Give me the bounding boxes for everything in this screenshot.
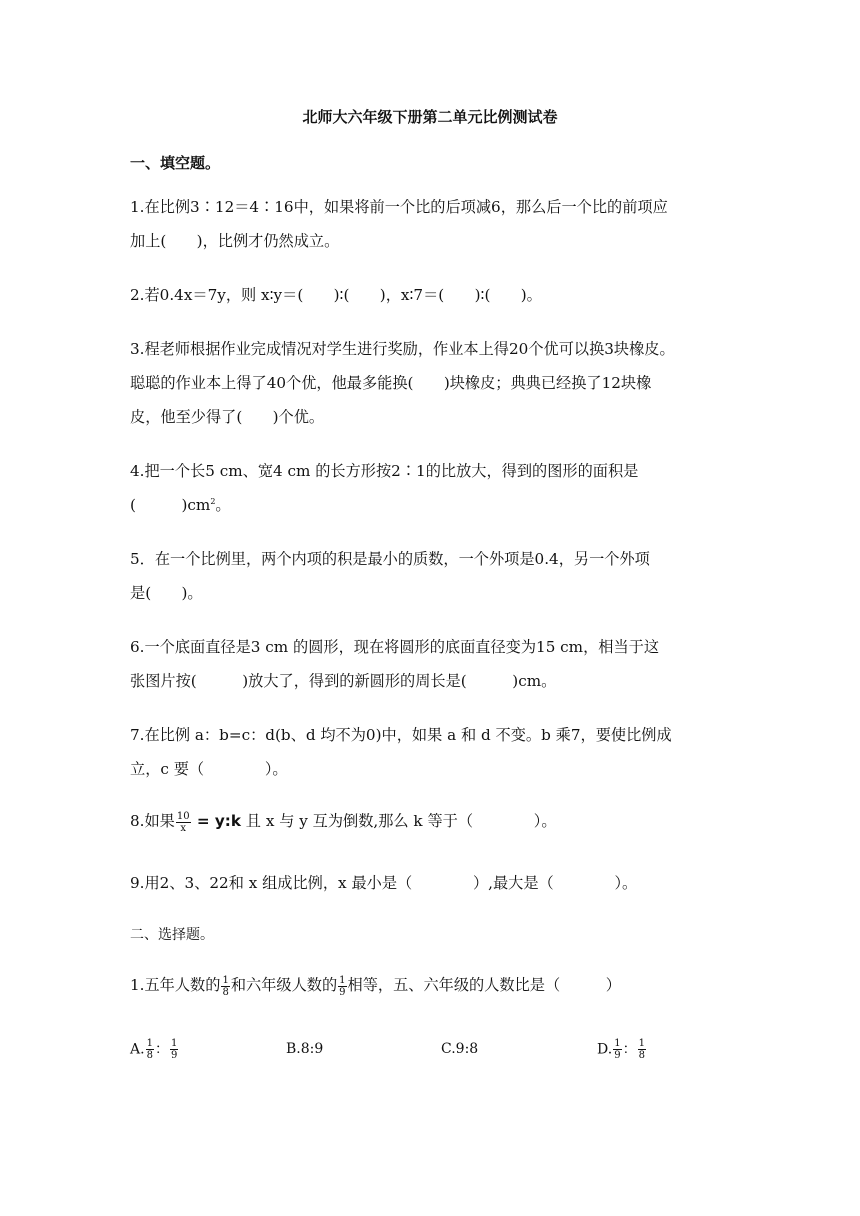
q1-line2: 加上( )，比例才仍然成立。 xyxy=(130,232,340,250)
option-a-frac1-den: 8 xyxy=(146,1050,153,1061)
q4-line1: 4.把一个长5 cm、宽4 cm 的长方形按2∶1的比放大，得到的图形的面积是 xyxy=(130,462,639,480)
q7-line2: 立，c 要（ ）。 xyxy=(130,760,288,778)
q8-suffix: 且 x 与 y 互为倒数,那么 k 等于（ ）。 xyxy=(240,812,557,830)
option-a-frac2-den: 9 xyxy=(170,1050,178,1061)
option-a xyxy=(130,1038,179,1061)
q4-line2-text: ( )cm xyxy=(130,496,211,514)
option-a-frac2 xyxy=(170,1038,178,1061)
q6-line2: 张图片按( )放大了，得到的新圆形的周长是( )cm。 xyxy=(130,672,557,690)
option-d-frac2-den: 8 xyxy=(638,1050,645,1061)
s2-q1-p2: 和六年级人数的 xyxy=(230,976,338,994)
q2-line1: 2.若0.4x＝7y，则 x∶y＝( )∶( )，x∶7＝( )∶( )。 xyxy=(130,286,542,304)
q3-line1: 3.程老师根据作业完成情况对学生进行奖励，作业本上得20个优可以换3块橡皮。 xyxy=(130,340,675,358)
q3-line2: 聪聪的作业本上得了40个优，他最多能换( )块橡皮；典典已经换了12块橡 xyxy=(130,374,652,392)
s2-q1-frac1 xyxy=(221,975,229,998)
option-d xyxy=(597,1038,647,1061)
q3-line3: 皮，他至少得了( )个优。 xyxy=(130,408,325,426)
q8-fraction xyxy=(176,811,191,834)
option-b: B.8:9 xyxy=(286,1041,324,1057)
s2-q1-frac1-den: 8 xyxy=(222,986,229,998)
s2-q1-frac1-num: 1 xyxy=(222,974,229,986)
q4-superscript: 2 xyxy=(210,496,216,506)
q5-line2: 是( )。 xyxy=(130,584,203,602)
q4-line2 xyxy=(130,494,740,515)
option-d-sep: ： xyxy=(622,1041,637,1058)
option-a-sep: ： xyxy=(154,1041,169,1058)
s2-q1-frac2 xyxy=(338,975,346,998)
option-d-frac1-num: 1 xyxy=(614,1038,621,1049)
q1-line1: 1.在比例3∶12＝4∶16中，如果将前一个比的后项减6，那么后一个比的前项应 xyxy=(130,198,668,216)
q6-line1: 6.一个底面直径是3 cm 的圆形，现在将圆形的底面直径变为15 cm，相当于这 xyxy=(130,638,660,656)
q8-fraction-num: 10 xyxy=(176,810,190,822)
option-a-frac1 xyxy=(146,1038,154,1061)
page-title: 北师大六年级下册第二单元比例测试卷 xyxy=(302,108,558,126)
option-d-frac1 xyxy=(613,1038,621,1061)
option-d-frac1-den: 9 xyxy=(614,1050,621,1061)
option-d-frac2 xyxy=(638,1038,646,1061)
q8-prefix: 8.如果 xyxy=(130,812,175,830)
q8-fraction-den: x xyxy=(180,822,187,834)
q5-line1: 5．在一个比例里，两个内项的积是最小的质数，一个外项是0.4，另一个外项 xyxy=(130,550,650,568)
s2-q1-frac2-den: 9 xyxy=(339,986,346,998)
q8-mid: = y:k xyxy=(191,812,241,830)
option-a-frac1-num: 1 xyxy=(146,1038,153,1049)
q9-line1: 9.用2、3、22和 x 组成比例，x 最小是（ ）,最大是（ ）。 xyxy=(130,874,638,892)
option-d-label: D. xyxy=(597,1041,613,1058)
s2-q1-p1: 1.五年人数的 xyxy=(130,976,221,994)
s2-q1-p3: 相等，五、六年级的人数比是（ ） xyxy=(347,976,621,994)
option-d-frac2-num: 1 xyxy=(638,1038,645,1049)
option-a-label: A. xyxy=(130,1041,145,1058)
q8-line xyxy=(130,810,740,834)
s2-q1-line xyxy=(130,974,740,998)
option-a-frac2-num: 1 xyxy=(170,1038,178,1049)
section-heading-fill-blank: 一、填空题。 xyxy=(130,154,221,172)
s2-q1-frac2-num: 1 xyxy=(339,974,346,986)
q7-line1: 7.在比例 a：b=c：d(b、d 均不为0)中，如果 a 和 d 不变。b 乘7，要使比例成 xyxy=(130,726,672,744)
section-heading-choice: 二、选择题。 xyxy=(130,927,214,943)
option-c: C.9:8 xyxy=(441,1041,479,1057)
q4-line2-end: 。 xyxy=(215,496,231,514)
